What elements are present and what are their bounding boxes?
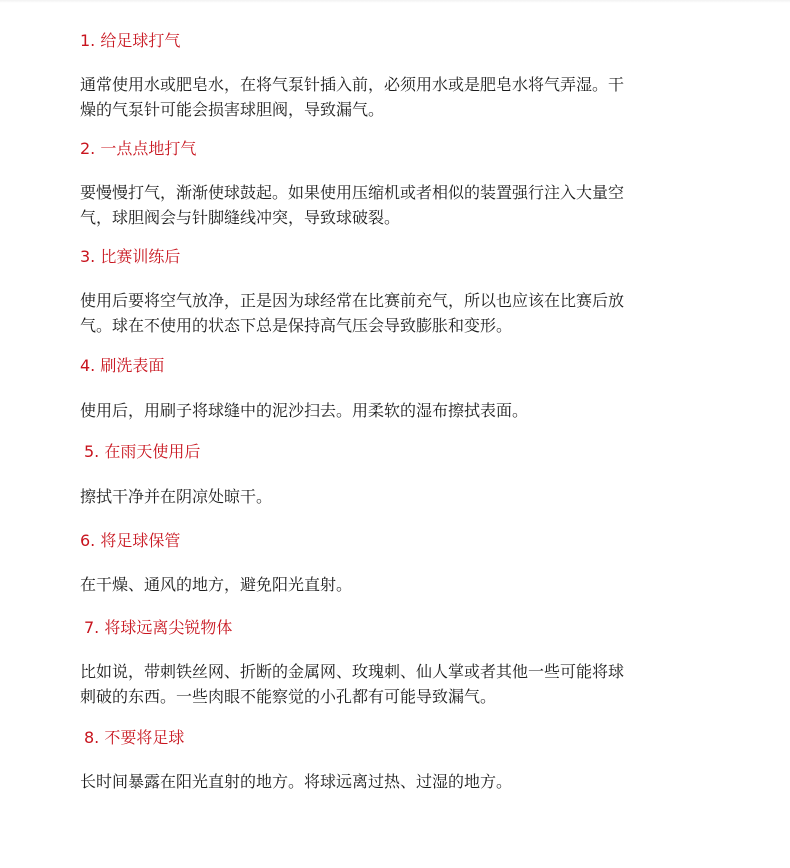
section-body xyxy=(80,484,720,509)
section-body xyxy=(80,572,720,597)
section-heading: 6. 将足球保管 xyxy=(80,531,181,550)
body-line: 气。球在不使用的状态下总是保持高气压会导致膨胀和变形。 xyxy=(80,316,513,335)
section-body xyxy=(80,769,720,794)
body-line: 使用后，用刷子将球缝中的泥沙扫去。用柔软的湿布擦拭表面。 xyxy=(80,401,529,420)
section-heading: 5. 在雨天使用后 xyxy=(84,442,201,461)
body-line: 通常使用水或肥皂水，在将气泵针插入前，必须用水或是肥皂水将气弄湿。干 xyxy=(80,75,625,94)
top-divider xyxy=(0,0,790,3)
body-line: 燥的气泵针可能会损害球胆阀，导致漏气。 xyxy=(80,100,385,119)
section-heading: 1. 给足球打气 xyxy=(80,31,181,50)
section-heading: 3. 比赛训练后 xyxy=(80,247,181,266)
section-body xyxy=(80,659,720,709)
section-heading: 8. 不要将足球 xyxy=(84,728,185,747)
body-line: 气，球胆阀会与针脚缝线冲突，导致球破裂。 xyxy=(80,208,401,227)
body-line: 要慢慢打气，渐渐使球鼓起。如果使用压缩机或者相似的装置强行注入大量空 xyxy=(80,183,625,202)
section-body xyxy=(80,180,720,230)
section-heading: 2. 一点点地打气 xyxy=(80,139,197,158)
section-body xyxy=(80,288,720,338)
section-heading: 7. 将球远离尖锐物体 xyxy=(84,618,233,637)
section-body xyxy=(80,398,720,423)
body-line: 长时间暴露在阳光直射的地方。将球远离过热、过湿的地方。 xyxy=(80,772,513,791)
body-line: 在干燥、通风的地方，避免阳光直射。 xyxy=(80,575,353,594)
body-line: 刺破的东西。一些肉眼不能察觉的小孔都有可能导致漏气。 xyxy=(80,687,497,706)
body-line: 比如说，带刺铁丝网、折断的金属网、玫瑰刺、仙人掌或者其他一些可能将球 xyxy=(80,662,625,681)
section-heading: 4. 刷洗表面 xyxy=(80,356,165,375)
body-line: 使用后要将空气放净，正是因为球经常在比赛前充气，所以也应该在比赛后放 xyxy=(80,291,625,310)
body-line: 擦拭干净并在阴凉处晾干。 xyxy=(80,487,273,506)
section-body xyxy=(80,72,720,122)
